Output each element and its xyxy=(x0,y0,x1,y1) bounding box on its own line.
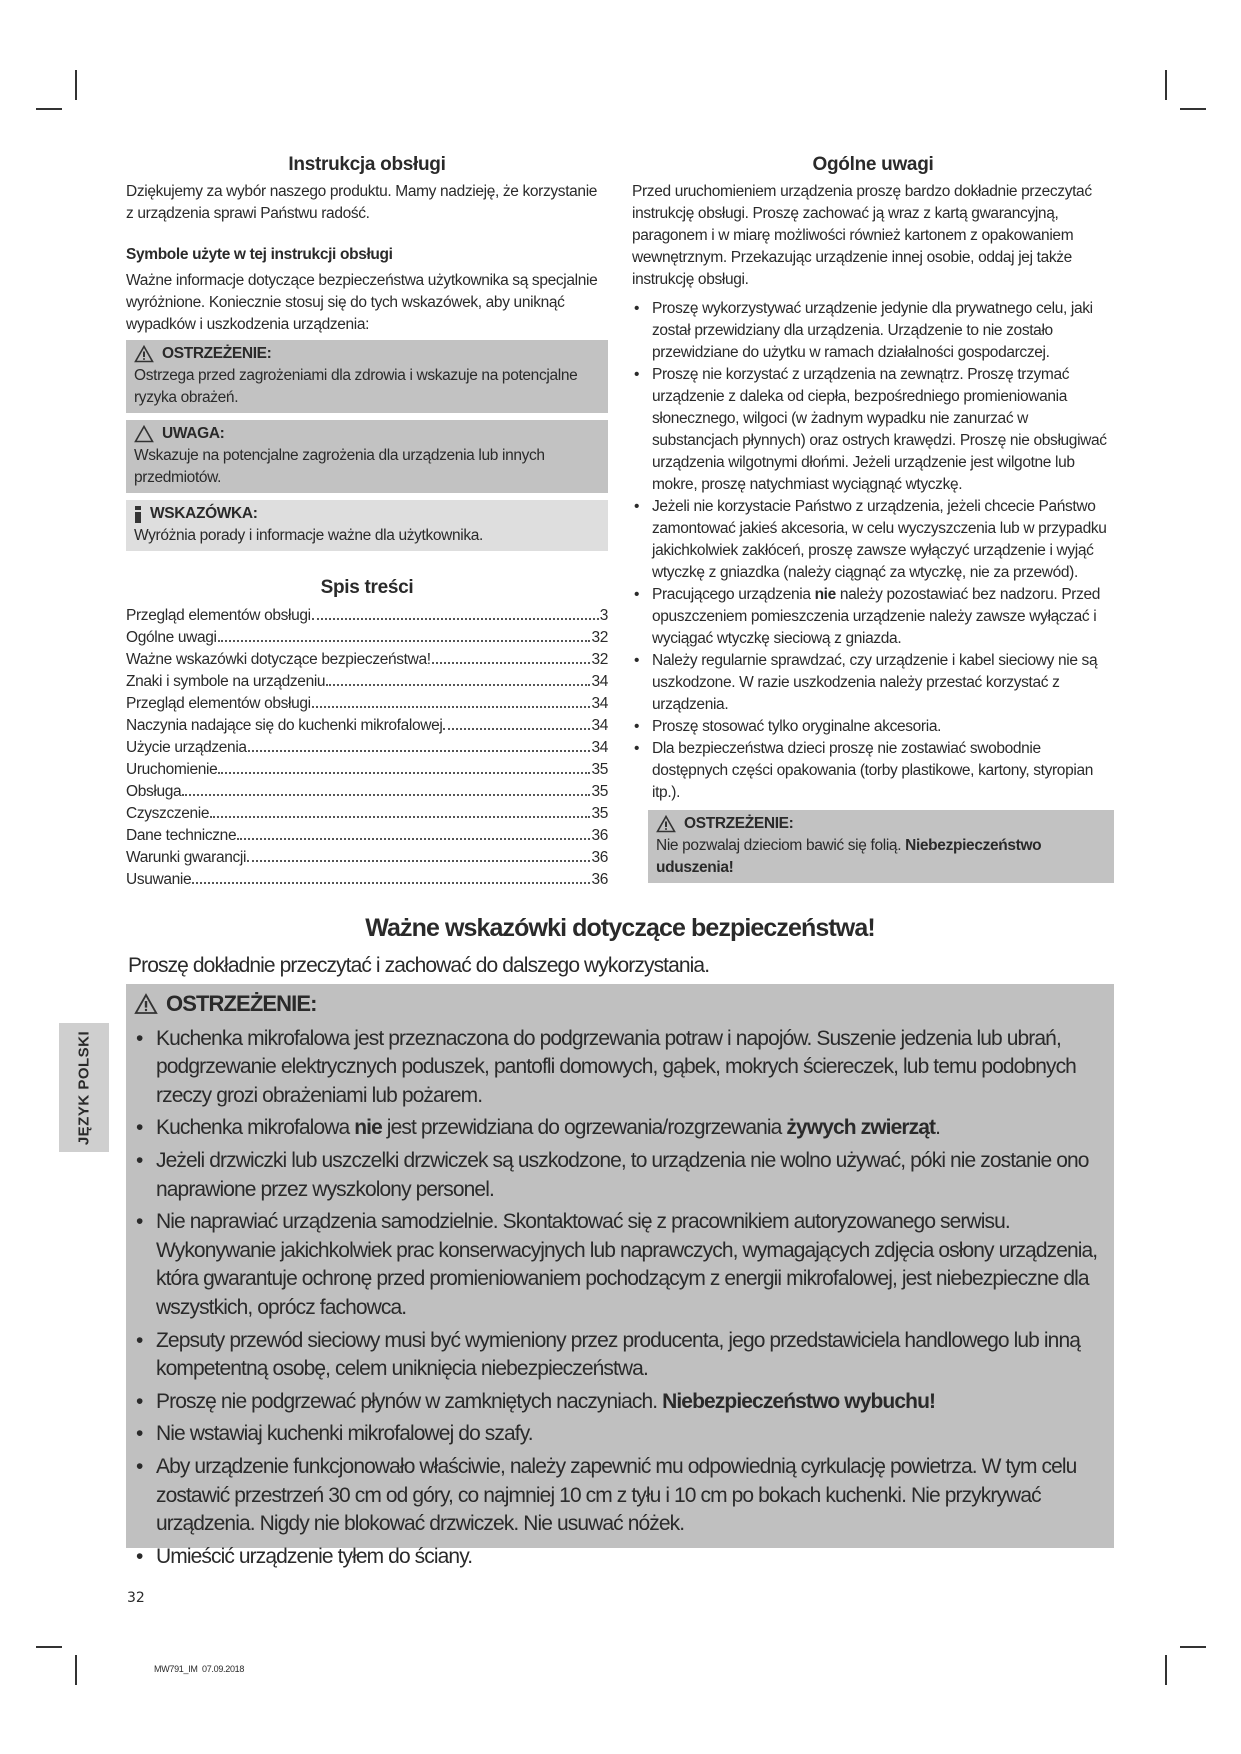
general-intro-text: Przed uruchomieniem urządzenia proszę bardzo dokładnie przeczytać instrukcję obsługi. Proszę zachować ją wraz z kartą gwarancyjną, paragonem i w miarę możliwości również kartonem z opakowaniem wewnętrznym. Przekazując urządzenie innej osobie, oddaj jej także instrukcję obsługi. xyxy=(632,183,1092,288)
left-column xyxy=(126,154,608,891)
toc-label: Uruchomienie xyxy=(126,761,218,778)
bullet-icon: • xyxy=(136,1148,143,1172)
warning-triangle-icon xyxy=(656,815,676,833)
toc-leader xyxy=(210,816,590,818)
toc-leader xyxy=(248,750,591,752)
item-text: Jeżeli nie korzystacie Państwo z urządzenia, jeżeli chcecie Państwo zamontować jakieś akcesoria, w celu wyczyszczenia lub w przypadku jakichkolwiek zakłóceń, proszę zawsze wyłączyć urządzenie i wyjąć wtyczkę z gniazdka (należy ciągnąć za wtyczkę, nie za przewód). xyxy=(652,498,1107,581)
crop-mark xyxy=(75,70,77,100)
right-column xyxy=(632,154,1114,883)
toc-page: 35 xyxy=(591,783,608,800)
toc-label: Przegląd elementów obsługi xyxy=(126,695,311,712)
toc-label: Przegląd elementów obsługi xyxy=(126,607,311,624)
bullet-icon: • xyxy=(634,498,640,515)
crop-mark xyxy=(75,1655,77,1685)
item-text: Należy regularnie sprawdzać, czy urządzenie i kabel sieciowy nie są uszkodzone. W razie uszkodzenia należy przestać korzystać z urządzenia. xyxy=(652,652,1098,713)
toc-label: Warunki gwarancji xyxy=(126,849,247,866)
toc-page: 35 xyxy=(591,805,608,822)
list-item xyxy=(632,496,1114,584)
child-warning-text xyxy=(656,835,1106,879)
info-icon xyxy=(134,506,142,523)
item-text: Jeżeli drzwiczki lub uszczelki drzwiczek są uszkodzone, to urządzenia nie wolno używać, póki nie zostanie ono naprawione przez wyszkolony personel. xyxy=(156,1148,1089,1201)
item-text: Proszę nie podgrzewać płynów w zamkniętych naczyniach. xyxy=(156,1389,663,1413)
item-text: jest przewidziana do ogrzewania/rozgrzewania xyxy=(381,1116,787,1140)
toc-page: 32 xyxy=(591,629,608,646)
list-item xyxy=(134,1114,1104,1143)
toc-entry[interactable] xyxy=(126,627,608,649)
list-item xyxy=(134,1147,1104,1204)
safety-subtitle: Proszę dokładnie przeczytać i zachować do dalszego wykorzystania. xyxy=(128,954,710,977)
safety-warning-title: OSTRZEŻENIE: xyxy=(166,991,317,1016)
toc-leader xyxy=(312,706,591,708)
item-text: Aby urządzenie funkcjonowało właściwie, należy zapewnić mu odpowiednią cyrkulację powietrza. W tym celu zostawić przestrzeń 30 cm od góry, co najmniej 10 cm z tyłu i 10 cm po bokach kuchenki. Nie przykrywać urządzenia. Nigdy nie blokować drzwiczek. Nie usuwać nóżek. xyxy=(156,1454,1077,1536)
toc-label: Naczynia nadające się do kuchenki mikrofalowej xyxy=(126,717,443,734)
toc-leader xyxy=(326,684,590,686)
list-item xyxy=(632,364,1114,496)
safety-list xyxy=(134,1025,1104,1572)
toc-page: 34 xyxy=(591,673,608,690)
toc-page: 35 xyxy=(591,761,608,778)
warning-title: OSTRZEŻENIE: xyxy=(162,345,272,362)
toc-page: 34 xyxy=(591,717,608,734)
toc-leader xyxy=(312,618,599,620)
bullet-icon: • xyxy=(136,1116,143,1140)
item-text: Kuchenka mikrofalowa jest przeznaczona do podgrzewania potraw i napojów. Suszenie jedzenia lub ubrań, podgrzewanie elektrycznych poduszek, pantofli domowych, gąbek, mokrych ściereczek, lub temu podobnych rzeczy grozi obrażeniami lub pożarem. xyxy=(156,1026,1076,1107)
safety-warning-box xyxy=(126,984,1114,1568)
toc-leader xyxy=(443,728,590,730)
toc-page: 34 xyxy=(591,739,608,756)
toc-entry[interactable] xyxy=(126,605,608,627)
toc-entry[interactable] xyxy=(126,671,608,693)
bullet-icon: • xyxy=(634,718,640,735)
crop-mark xyxy=(1165,70,1167,100)
toc-entry[interactable] xyxy=(126,759,608,781)
list-item xyxy=(134,1208,1104,1322)
toc-label: Ogólne uwagi xyxy=(126,629,217,646)
item-text: Proszę stosować tylko oryginalne akcesoria. xyxy=(652,718,942,735)
bullet-icon: • xyxy=(634,586,640,603)
hint-box xyxy=(126,500,608,551)
warning-triangle-icon xyxy=(134,345,154,363)
bullet-icon: • xyxy=(634,652,640,669)
emphasis-text: Niebezpieczeństwo wybuchu! xyxy=(662,1389,936,1413)
bullet-icon: • xyxy=(634,740,640,757)
bullet-icon: • xyxy=(634,300,640,317)
hint-text: Wyróżnia porady i informacje ważne dla użytkownika. xyxy=(134,527,484,544)
caution-title: UWAGA: xyxy=(162,425,225,442)
warning-box xyxy=(126,340,608,413)
item-text: Dla bezpieczeństwa dzieci proszę nie zostawiać swobodnie dostępnych części opakowania (torby plastikowe, kartony, styropian itp.). xyxy=(652,740,1093,801)
section-title-instructions: Instrukcja obsługi xyxy=(288,154,446,175)
warning-triangle-icon xyxy=(134,993,158,1015)
emphasis-text: żywych zwierząt xyxy=(786,1116,936,1140)
toc-label: Znaki i symbole na urządzeniu xyxy=(126,673,326,690)
crop-mark xyxy=(1180,108,1206,110)
symbols-text: Ważne informacje dotyczące bezpieczeństwa użytkownika są specjalnie wyróżnione. Koniecznie stosuj się do tych wskazówek, aby uniknąć wypadków i uszkodzenia urządzenia: xyxy=(126,272,598,333)
language-label: JĘZYK POLSKI xyxy=(75,1030,93,1145)
toc-entry[interactable] xyxy=(126,825,608,847)
warning-text: Ostrzega przed zagrożeniami dla zdrowia i wskazuje na potencjalne ryzyka obrażeń. xyxy=(134,367,578,406)
child-warning-body: Nie pozwalaj dzieciom bawić się folią. xyxy=(656,837,906,854)
toc-label: Usuwanie xyxy=(126,871,192,888)
child-warning-emphasis: Niebezpieczeństwo uduszenia! xyxy=(656,837,1042,876)
safety-title: Ważne wskazówki dotyczące bezpieczeństwa! xyxy=(365,914,875,942)
toc-entry[interactable] xyxy=(126,781,608,803)
item-text: należy pozostawiać bez nadzoru. Przed opuszczeniem pomieszczenia urządzenie należy zawsze wyłączać i wyciągać wtyczkę sieciową z gniazda. xyxy=(652,586,1101,647)
crop-mark xyxy=(1180,1646,1206,1648)
item-text: Pracującego urządzenia xyxy=(652,586,815,603)
item-text: Proszę nie korzystać z urządzenia na zewnątrz. Proszę trzymać urządzenie z daleka od ciepła, bezpośredniego promieniowania słonecznego, wilgoci (w żadnym wypadku nie zanurzać w substancjach płynnych) oraz ostrych krawędzi. Proszę nie obsługiwać urządzenia wilgotnymi dłońmi. Jeżeli urządzenie jest wilgotne lub mokre, proszę natychmiast wyciągnąć wtyczkę. xyxy=(652,366,1107,493)
toc-leader xyxy=(218,772,590,774)
item-text: Umieścić urządzenie tyłem do ściany. xyxy=(156,1544,473,1568)
toc-page: 34 xyxy=(591,695,608,712)
toc-entry[interactable] xyxy=(126,869,608,891)
toc-entry[interactable] xyxy=(126,847,608,869)
item-text: Nie naprawiać urządzenia samodzielnie. Skontaktować się z pracownikiem autoryzowanego serwisu. Wykonywanie jakichkolwiek prac konserwacyjnych lub naprawczych, wymagających zdjęcia osłony urządzenia, która gwarantuje ochronę przed promieniowaniem pochodzącym z energii mikrofalowej, jest niebezpieczne dla wszystkich, oprócz fachowca. xyxy=(156,1210,1098,1319)
section-title-general-notes: Ogólne uwagi xyxy=(812,154,934,175)
page-number: 32 xyxy=(127,1590,145,1606)
list-item xyxy=(134,1420,1104,1449)
item-text: Nie wstawiaj kuchenki mikrofalowej do szafy. xyxy=(156,1422,533,1446)
toc-leader xyxy=(432,662,591,664)
hint-title: WSKAZÓWKA: xyxy=(150,505,258,522)
intro-text: Dziękujemy za wybór naszego produktu. Mamy nadzieję, że korzystanie z urządzenia sprawi Państwu radość. xyxy=(126,183,598,222)
toc-leader xyxy=(192,882,590,884)
item-text: . xyxy=(935,1116,941,1140)
bullet-icon: • xyxy=(136,1454,143,1478)
item-text: Proszę wykorzystywać urządzenie jedynie dla prywatnego celu, jaki został przewidziany dla urządzenia. Urządzenie to nie zostało przewidziane do użytku w ramach działalności gospodarczej. xyxy=(652,300,1093,361)
crop-mark xyxy=(36,108,62,110)
bullet-icon: • xyxy=(136,1026,143,1050)
emphasis-text: nie xyxy=(814,586,836,603)
general-notes-list xyxy=(632,298,1114,804)
toc-page: 32 xyxy=(591,651,608,668)
toc-leader xyxy=(218,640,591,642)
list-item xyxy=(632,298,1114,364)
list-item xyxy=(632,650,1114,716)
toc-label: Ważne wskazówki dotyczące bezpieczeństwa! xyxy=(126,651,431,668)
caution-text: Wskazuje na potencjalne zagrożenia dla urządzenia lub innych przedmiotów. xyxy=(134,447,545,486)
bullet-icon: • xyxy=(634,366,640,383)
language-side-tab xyxy=(59,1023,109,1152)
list-item xyxy=(632,584,1114,650)
toc-title: Spis treści xyxy=(320,577,414,598)
symbols-heading: Symbole użyte w tej instrukcji obsługi xyxy=(126,246,393,263)
footer-code: MW791_IM 07.09.2018 xyxy=(154,1664,245,1674)
list-item xyxy=(134,1025,1104,1111)
toc-leader xyxy=(247,860,590,862)
toc-entry[interactable] xyxy=(126,715,608,737)
table-of-contents xyxy=(126,605,608,891)
item-text: Kuchenka mikrofalowa xyxy=(156,1116,355,1140)
toc-page: 36 xyxy=(591,849,608,866)
toc-label: Czyszczenie xyxy=(126,805,210,822)
caution-triangle-icon xyxy=(134,425,154,443)
caution-box xyxy=(126,420,608,493)
list-item xyxy=(134,1543,1104,1572)
bullet-icon: • xyxy=(136,1422,143,1446)
toc-entry[interactable] xyxy=(126,737,608,759)
emphasis-text: nie xyxy=(354,1116,382,1140)
bullet-icon: • xyxy=(136,1544,143,1568)
crop-mark xyxy=(36,1646,62,1648)
toc-page: 3 xyxy=(599,607,608,624)
list-item xyxy=(632,738,1114,804)
bullet-icon: • xyxy=(136,1328,143,1352)
child-warning-box xyxy=(648,810,1114,883)
child-warning-title: OSTRZEŻENIE: xyxy=(684,815,794,832)
toc-label: Dane techniczne xyxy=(126,827,237,844)
toc-leader xyxy=(237,838,590,840)
toc-entry[interactable] xyxy=(126,803,608,825)
toc-entry[interactable] xyxy=(126,693,608,715)
list-item xyxy=(134,1453,1104,1539)
list-item xyxy=(134,1327,1104,1384)
list-item xyxy=(632,716,1114,738)
toc-page: 36 xyxy=(591,827,608,844)
toc-leader xyxy=(182,794,590,796)
crop-mark xyxy=(1165,1655,1167,1685)
item-text: Zepsuty przewód sieciowy musi być wymieniony przez producenta, jego przedstawiciela handlowego lub inną kompetentną osobę, celem uniknięcia niebezpieczeństwa. xyxy=(156,1328,1080,1381)
bullet-icon: • xyxy=(136,1389,143,1413)
toc-label: Obsługa xyxy=(126,783,182,800)
toc-label: Użycie urządzenia xyxy=(126,739,247,756)
toc-page: 36 xyxy=(591,871,608,888)
toc-entry[interactable] xyxy=(126,649,608,671)
list-item xyxy=(134,1388,1104,1417)
bullet-icon: • xyxy=(136,1210,143,1234)
